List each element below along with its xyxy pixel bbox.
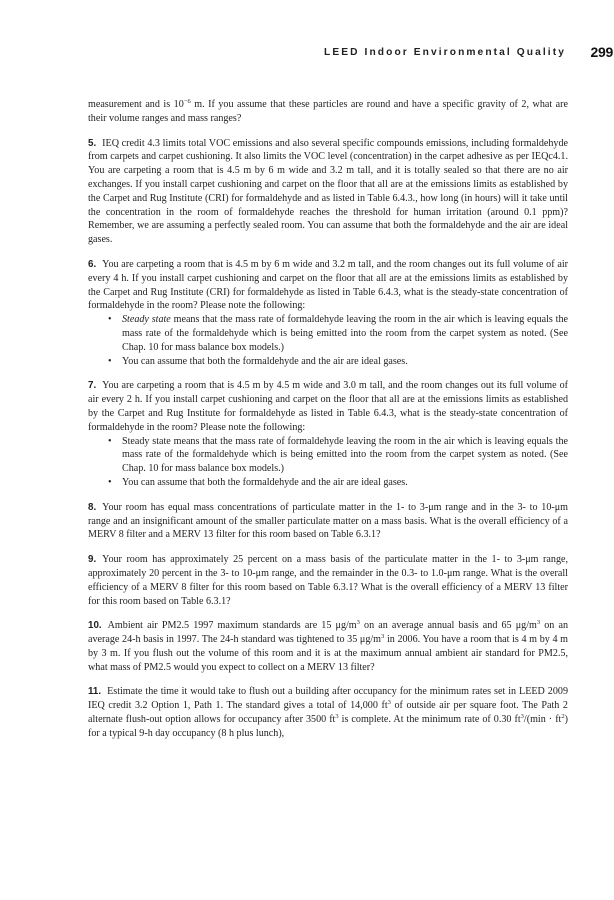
- question-9: [88, 553, 568, 608]
- page-number: 299: [590, 44, 613, 60]
- question-9-text: Your room has approximately 25 percent on a mass basis of the particulate matter in the 1- to 3-μm range, approximately 20 percent in the 3- to 10-μm range, and the remainder in the 0.3- to 1.0-μm range. What is the overall efficiency of a MERV 8 filter for this room based on Table 6.3.1? What is the overall efficiency of a MERV 13 filter for this room based on Table 6.3.1?: [88, 554, 568, 607]
- question-11-text-1: Estimate the time it would take to flush out a building after occupancy for the minimum rates set in LEED 2009 IEQ credit 3.2 Option 1, Path 1. The standard gives a total of 14,000 ft: [88, 686, 568, 712]
- question-7-number: 7.: [88, 380, 97, 392]
- question-10-text-2: on an average annual basis and 65 μg/m: [359, 620, 537, 632]
- intro-paragraph: [88, 98, 568, 126]
- steady-state-term: Steady state: [122, 314, 171, 326]
- question-6-text: You are carpeting a room that is 4.5 m by 6 m wide and 3.2 m tall, and the room changes out its full volume of air every 4 h. If you install carpet cushioning and carpet on the floor that all are at the emissions limits as established by the Carpet and Rug Institute (CRI) for formaldehyde as listed in Table 6.4.3, what is the steady-state concentration of formaldehyde in the room? Please note the following:: [88, 258, 568, 312]
- question-11-sup-1: 3: [387, 699, 391, 707]
- question-11-text-2: of outside air per square foot. The Path 2 alternate flush-out option allows for occupancy after 3500 ft: [88, 700, 568, 726]
- question-10-text-3: on an average 24-h basis in 1997. The 24-h standard was tightened to 35 μg/m: [88, 620, 568, 646]
- question-5-text: IEQ credit 4.3 limits total VOC emissions and also several specific compounds emissions, including formaldehyde from carpets and carpet cushioning. It also limits the VOC level (concentration) in the carpet adhesive as per IEQc4.1. You are carpeting a room that is 4.5 m by 6 m wide and 3.2 m tall, and it is totally sealed so that there are no air exchanges. If you install carpet cushioning and carpet on the floor that all are at the emissions limits as established by the Carpet and Rug Institute (CRI) for formaldehyde and as listed in Table 6.4.3., how long (in hours) will it take until the concentration in the room of formaldehyde reaches the threshold for human irritation (around 0.1 ppm)? Remember, we are assuming a perfectly sealed room. You can assume that both the formaldehyde and the air are ideal gases.: [88, 137, 568, 246]
- question-5-number: 5.: [88, 137, 97, 149]
- question-7-note-2: • You can assume that both the formaldehyde and the air are ideal gases.: [122, 476, 568, 490]
- question-8-number: 8.: [88, 501, 97, 513]
- question-10-sup-3: 3: [381, 633, 385, 641]
- question-11-number: 11.: [88, 686, 102, 698]
- question-6-notes: [88, 313, 568, 368]
- intro-text-1: measurement and is 10: [88, 99, 184, 110]
- question-5: [88, 137, 568, 247]
- question-11-sup-3: 3: [520, 713, 524, 721]
- question-10-sup-1: 3: [356, 619, 360, 627]
- question-11-text-3: is complete. At the minimum rate of 0.30 ft: [338, 714, 521, 726]
- question-7-note-1: • Steady state means that the mass rate of formaldehyde leaving the room in the air which is leaving equals the mass rate of the formaldehyde which is being emitted into the room from the carpet system as noted. (See Chap. 10 for mass balance box models.): [122, 435, 568, 476]
- question-8: [88, 501, 568, 542]
- page-body: [88, 98, 568, 741]
- question-6: [88, 258, 568, 313]
- question-11-text-4: /(min · ft: [523, 714, 562, 726]
- question-8-text: Your room has equal mass concentrations of particulate matter in the 1- to 3-μm range and in the 3- to 10-μm range and an insignificant amount of the smaller particulate matter on a mass basis. What is the overall efficiency of a MERV 8 filter and a MERV 13 filter for this room based on Table 6.3.1?: [88, 501, 568, 541]
- question-6-note-2: • You can assume that both the formaldehyde and the air are ideal gases.: [122, 355, 568, 369]
- question-7: [88, 379, 568, 434]
- question-10-text-1: Ambient air PM2.5 1997 maximum standards are 15 μg/m: [107, 620, 357, 632]
- question-6-note-1: [122, 313, 568, 354]
- question-11: [88, 685, 568, 740]
- question-11-sup-2: 3: [335, 713, 339, 721]
- question-10-sup-2: 3: [536, 619, 541, 627]
- question-9-number: 9.: [88, 554, 97, 566]
- question-7-notes: [88, 435, 568, 490]
- question-10-text-4: in 2006. You have a room that is 4 m by 4 m by 3 m. If you flush out the volume of this room and it is at the maximum annual ambient air standard for PM2.5, what mass of PM2.5 would you expect to collect on a MERV 13 filter?: [88, 634, 568, 673]
- question-6-number: 6.: [88, 258, 97, 270]
- question-10: [88, 619, 568, 674]
- page-header: [88, 44, 614, 66]
- question-11-text-5: ) for a typical 9-h day occupancy (8 h plus lunch),: [88, 714, 568, 739]
- running-head-title: LEED Indoor Environmental Quality: [324, 47, 566, 58]
- question-11-sup-4: 2: [561, 713, 565, 721]
- question-10-number: 10.: [88, 620, 102, 632]
- question-7-text: You are carpeting a room that is 4.5 m by 4.5 m wide and 3.0 m tall, and the room changes out its full volume of air every 2 h. If you install carpet cushioning and carpet on the floor that all are at the emissions limits as established by the Carpet and Rug Institute for formaldehyde as listed in Table 6.4.3, what is the steady-state concentration of formaldehyde in the room? Please note the following:: [88, 380, 568, 433]
- intro-exponent: −6: [183, 98, 191, 105]
- question-6-note-1-text: means that the mass rate of formaldehyde leaving the room in the air which is leaving equals the mass rate of the formaldehyde which is being emitted into the room from the carpet system as noted. (See Chap. 10 for mass balance box models.): [122, 314, 568, 353]
- intro-text-2: m. If you assume that these particles are round and have a specific gravity of 2, what are their volume ranges and mass ranges?: [88, 99, 568, 124]
